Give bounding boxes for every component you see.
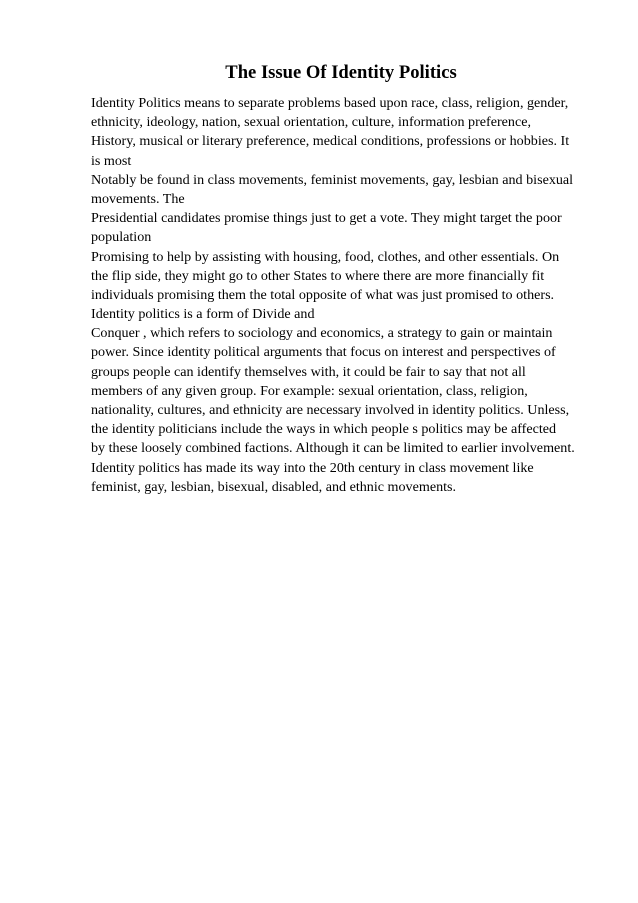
body-line: the flip side, they might go to other States to where there are more financially fit (91, 267, 545, 284)
body-line: Identity politics has made its way into the 20th century in class movement like (91, 459, 534, 476)
body-line: Promising to help by assisting with housing, food, clothes, and other essentials. On (91, 248, 560, 265)
body-line: by these loosely combined factions. Although it can be limited to earlier involvement. (91, 440, 575, 457)
body-line: nationality, cultures, and ethnicity are necessary involved in identity politics. Unless, (91, 402, 570, 418)
body-line: power. Since identity political arguments that focus on interest and perspectives of (91, 344, 556, 361)
body-line: Conquer , which refers to sociology and economics, a strategy to gain or maintain (91, 325, 553, 342)
body-line: Identity politics is a form of Divide and (91, 306, 315, 323)
body-line: groups people can identify themselves with, it could be fair to say that not all (91, 363, 526, 380)
body-line: Presidential candidates promise things just to get a vote. They might target the poor (91, 210, 562, 227)
body-line: ethnicity, ideology, nation, sexual orientation, culture, information preference, (91, 114, 532, 131)
body-line: population (91, 229, 152, 246)
body-line: the identity politicians include the ways in which people s politics may be affected (91, 421, 557, 438)
body-line: Identity Politics means to separate problems based upon race, class, religion, gender, (91, 95, 569, 111)
body-line: movements. The (91, 190, 185, 207)
body-line: individuals promising them the total opposite of what was just promised to others. (91, 286, 555, 303)
body-line: feminist, gay, lesbian, bisexual, disabled, and ethnic movements. (91, 478, 457, 495)
body-line: members of any given group. For example: sexual orientation, class, religion, (91, 382, 528, 399)
body-line: History, musical or literary preference, medical conditions, professions or hobbies. It (91, 133, 570, 150)
document-body (91, 94, 601, 497)
body-line: Notably be found in class movements, feminist movements, gay, lesbian and bisexual (91, 171, 574, 188)
document-title: The Issue Of Identity Politics (225, 62, 457, 83)
body-line: is most (91, 152, 132, 169)
